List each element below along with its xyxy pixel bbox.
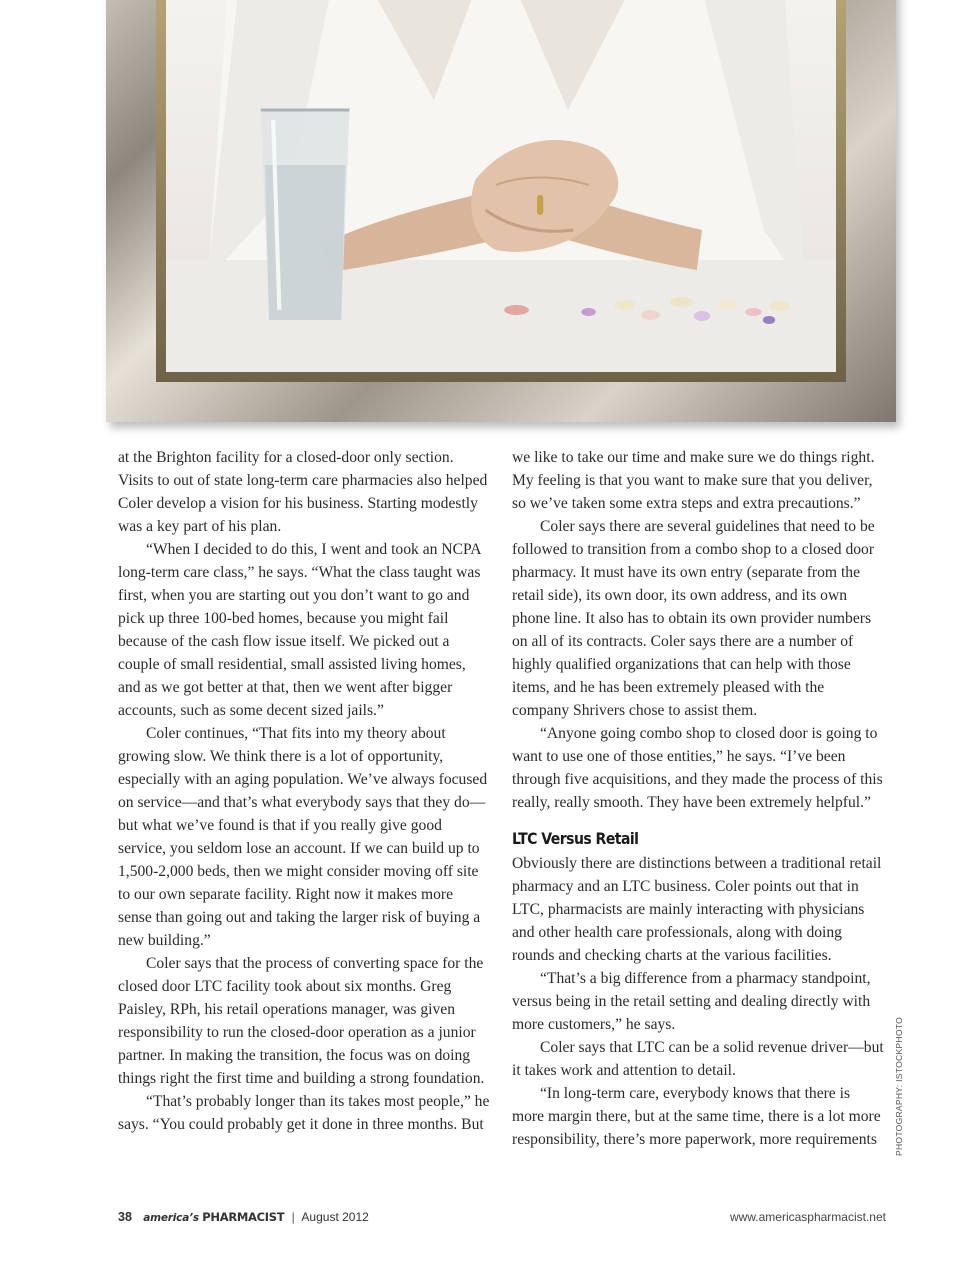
article-column-left (118, 446, 490, 1136)
paragraph: “Anyone going combo shop to closed door is going to want to use one of those entities,” he says. “I’ve been through five acquisitions, and they made the process of this really, really smooth. They have been extremely helpful.” (512, 725, 883, 811)
page-number: 38 (118, 1210, 132, 1224)
paragraph: we like to take our time and make sure we do things right. My feeling is that you want to make sure that you deliver, so we’ve taken some extra steps and extra precautions.” (512, 449, 875, 512)
photo-hands-pills-glass (166, 0, 836, 372)
paragraph: Coler continues, “That fits into my theory about growing slow. We think there is a lot of opportunity, especially with an aging population. We’ve always focused on service—and that’s what everybody says that they do—but what we’ve found is that if you really give good service, you seldom lose an account. If we can build up to 1,500-2,000 beds, then we might consider moving off site to our own separate facility. Right now it makes more sense than going out and taking the larger risk of buying a new building.” (118, 725, 488, 949)
paragraph: “That’s probably longer than its takes most people,” he says. “You could probably get it done in three months. But (118, 1093, 490, 1133)
footer-left (118, 1210, 369, 1224)
section-subhead: LTC Versus Retail (512, 830, 639, 848)
frame-border (156, 0, 846, 382)
framed-photo (106, 0, 896, 422)
brand-name: PHARMACIST (202, 1210, 285, 1224)
footer-separator: | (291, 1210, 295, 1224)
paragraph: “When I decided to do this, I went and took an NCPA long-term care class,” he says. “What the class taught was first, when you are starting out you don’t want to go and pick up three 100-bed homes, because you might fail because of the cash flow issue itself. We picked out a couple of small residential, small assisted living homes, and as we got better at that, then we went after bigger accounts, such as some decent sized jails.” (118, 541, 481, 719)
brand-prefix: america’s (143, 1212, 199, 1224)
photo-illustration (166, 0, 836, 372)
paragraph: Obviously there are distinctions between a traditional retail pharmacy and an LTC business. Coler points out that in LTC, pharmacists are mainly interacting with physicians and other health care professionals, along with doing rounds and checking charts at the various facilities. (512, 855, 882, 964)
paragraph: Coler says there are several guidelines that need to be followed to transition from a combo shop to a closed door pharmacy. It must have its own entry (separate from the retail side), its own door, its own address, and its own phone line. It also has to obtain its own provider numbers on all of its contracts. Coler says there are a number of highly qualified organizations that can help with those items, and he has been extremely pleased with the company Shrivers chose to assist them. (512, 518, 875, 719)
page-footer (118, 1210, 886, 1228)
paragraph: Coler says that LTC can be a solid revenue driver—but it takes work and attention to detail. (512, 1039, 884, 1079)
website-url[interactable]: www.americaspharmacist.net (729, 1210, 886, 1224)
paragraph: “That’s a big difference from a pharmacy standpoint, versus being in the retail setting and dealing directly with more customers,” he says. (512, 970, 871, 1033)
paragraph: Coler says that the process of converting space for the closed door LTC facility took about six months. Greg Paisley, RPh, his retail operations manager, was given responsibility to run the closed-door operation as a junior partner. In making the transition, the focus was on doing things right the first time and building a strong foundation. (118, 955, 485, 1087)
paragraph: “In long-term care, everybody knows that there is more margin there, but at the same time, there is a lot more responsibility, there’s more paperwork, more requirements (512, 1085, 881, 1148)
article-column-right (512, 446, 884, 1151)
paragraph: at the Brighton facility for a closed-door only section. Visits to out of state long-term care pharmacies also helped Coler develop a vision for his business. Starting modestly was a key part of his plan. (118, 449, 488, 535)
issue-date: August 2012 (301, 1210, 369, 1224)
photo-credit: PHOTOGRAPHY: ISTOCKPHOTO (894, 1017, 904, 1156)
